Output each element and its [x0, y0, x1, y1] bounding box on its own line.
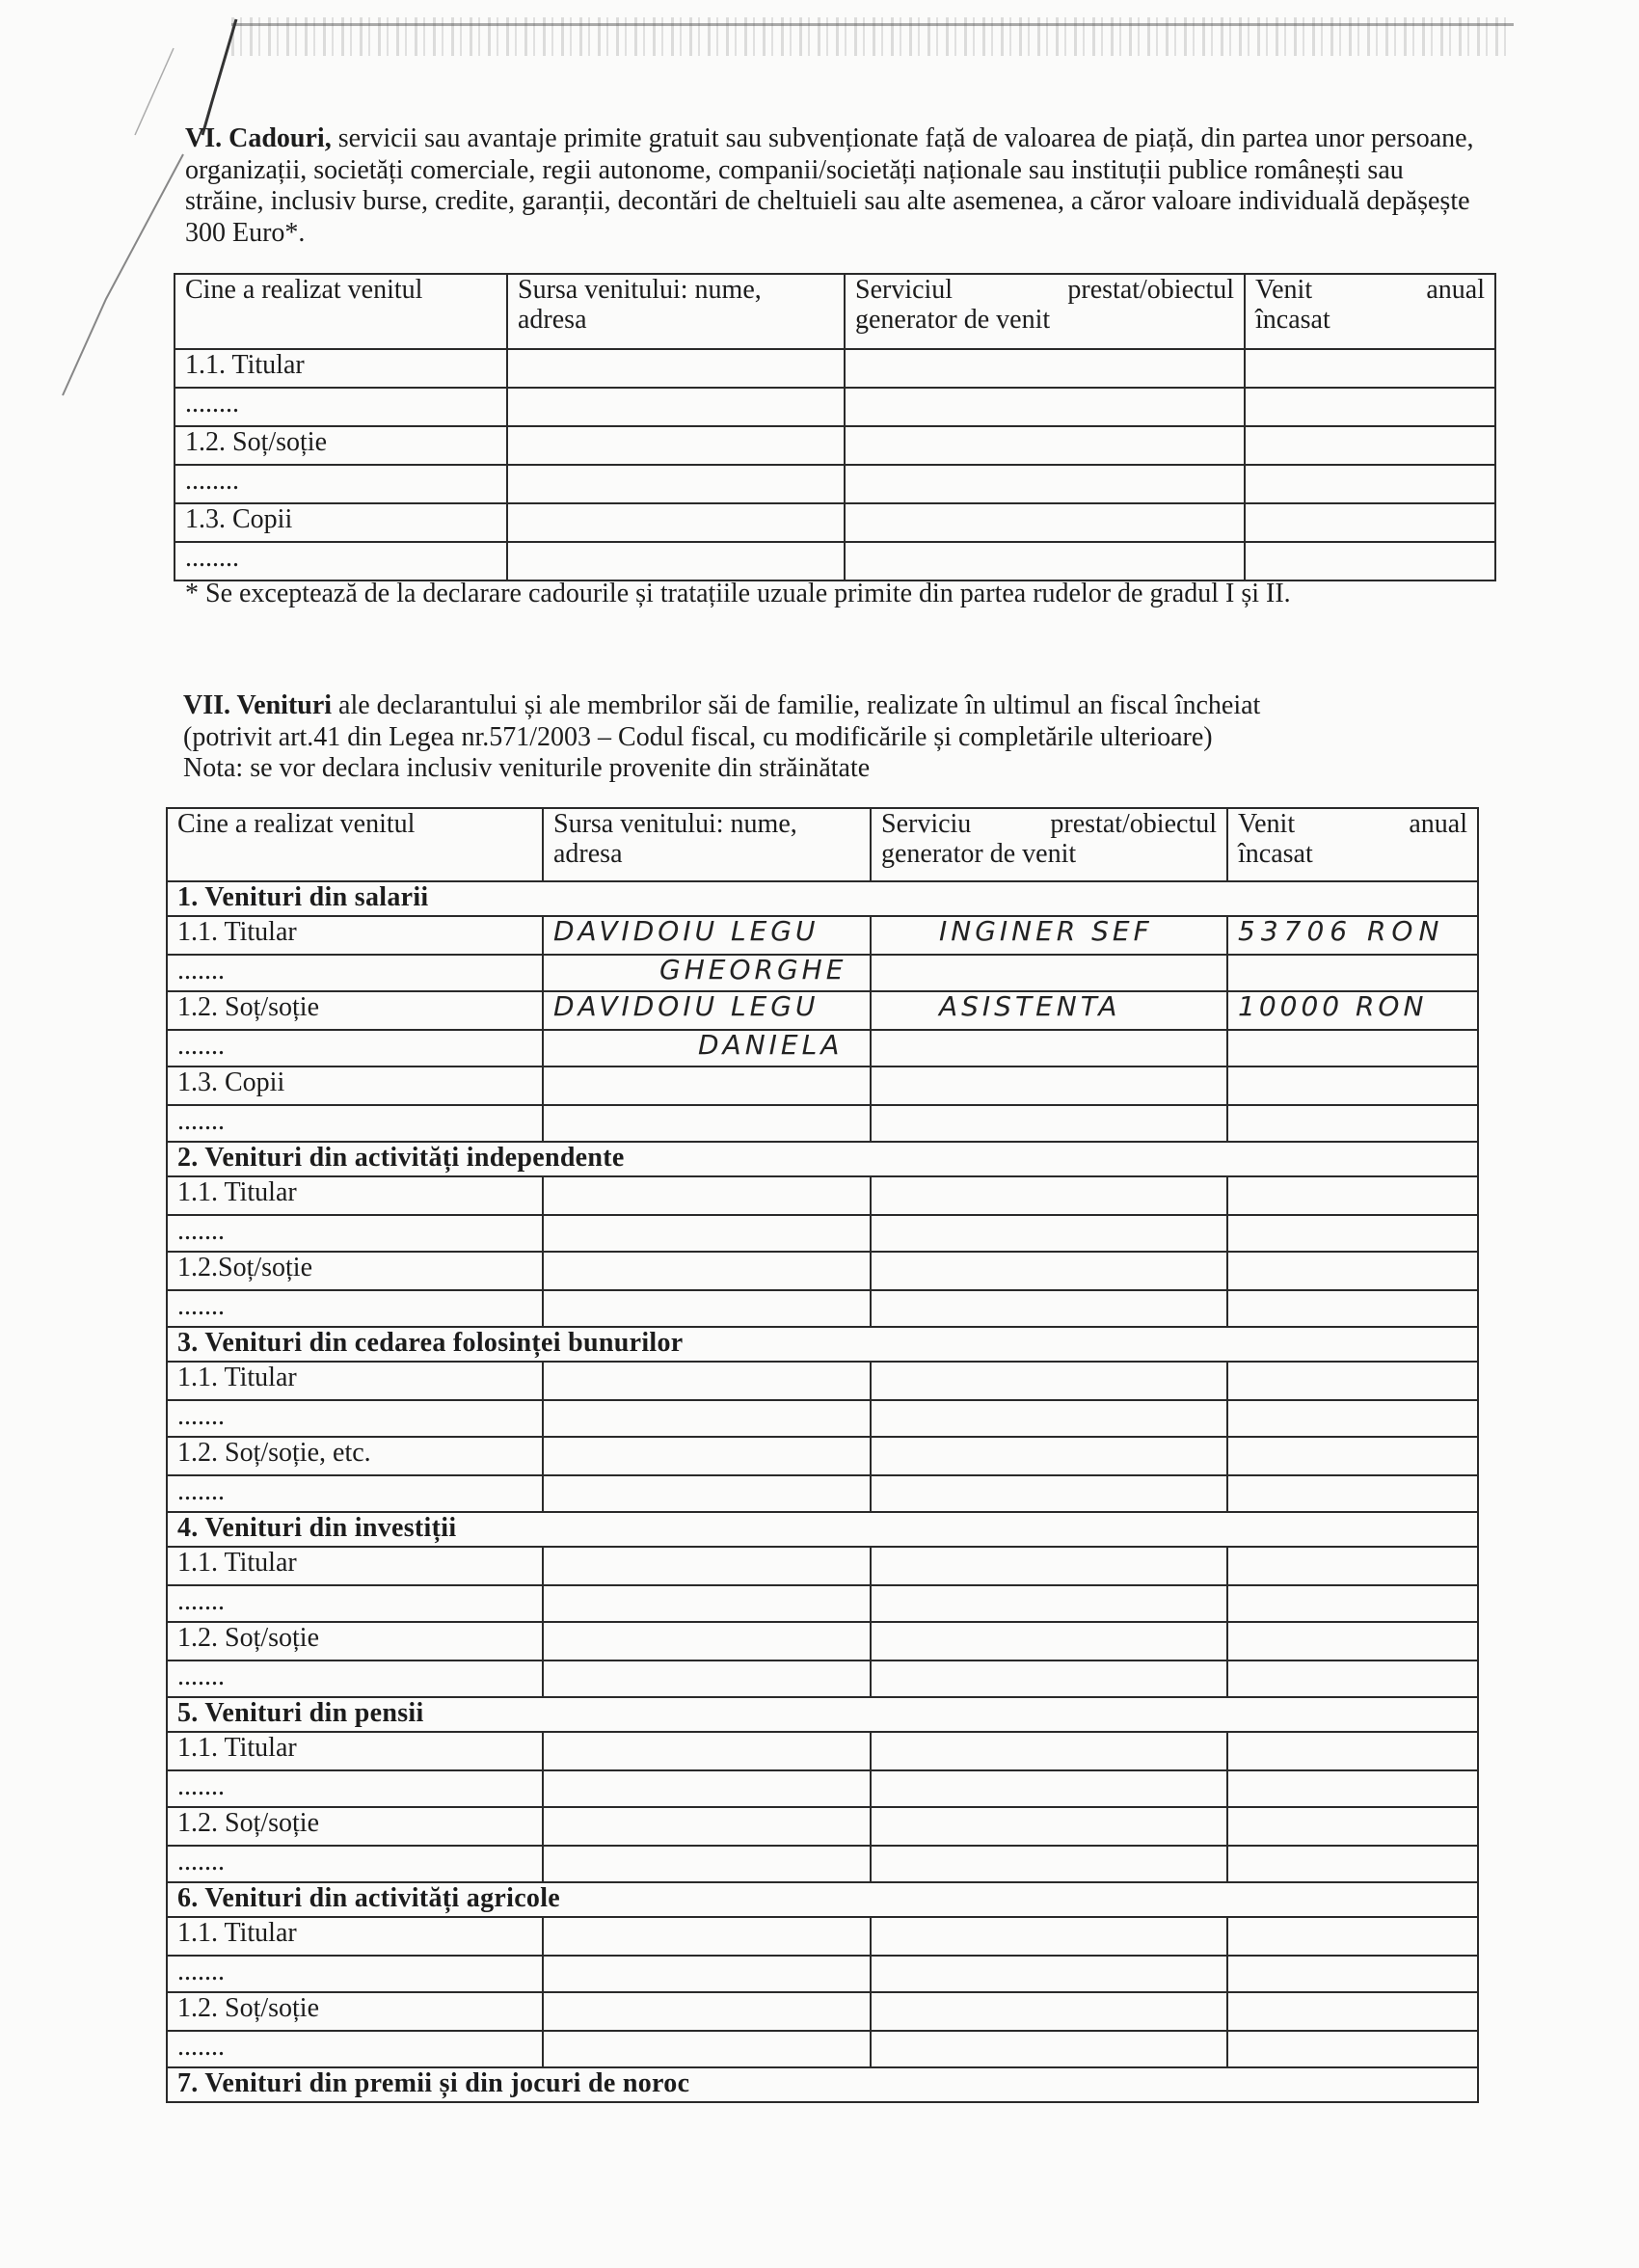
row-label: .......	[167, 2031, 543, 2067]
col-header-who: Cine a realizat venitul	[167, 808, 543, 881]
section-vi-intro	[185, 123, 1487, 249]
row-label: .......	[167, 1956, 543, 1992]
handwritten-income: 53706 RON	[1227, 916, 1478, 955]
row-label: .......	[167, 1660, 543, 1697]
col-header-service: Serviciul prestat/obiectul generator de venit	[845, 274, 1245, 349]
handwritten-income: 10000 RON	[1227, 991, 1478, 1030]
col-header-source: Sursa venitului: nume, adresa	[507, 274, 845, 349]
row-label: .......	[167, 1215, 543, 1252]
row-label: .......	[167, 1585, 543, 1622]
table-row	[175, 349, 1495, 388]
row-label: ........	[175, 388, 507, 426]
col-header-service: Serviciu prestat/obiectul generator de venit	[871, 808, 1227, 881]
category-title: 4. Venituri din investiții	[167, 1512, 1478, 1547]
table-row	[167, 1547, 1478, 1585]
handwritten-source: DANIELA	[543, 1030, 871, 1066]
table-row	[167, 1252, 1478, 1290]
table-row	[175, 542, 1495, 580]
row-label: .......	[167, 1105, 543, 1142]
table-row	[167, 1066, 1478, 1105]
handwritten-source: GHEORGHE	[543, 955, 871, 991]
row-label: 1.1. Titular	[167, 1732, 543, 1770]
category-row	[167, 1512, 1478, 1547]
category-title: 5. Venituri din pensii	[167, 1697, 1478, 1732]
table-row	[167, 1215, 1478, 1252]
table-row	[167, 2031, 1478, 2067]
table-row	[175, 426, 1495, 465]
table-row	[167, 1622, 1478, 1660]
scan-line-top	[231, 23, 1514, 26]
row-label: .......	[167, 1400, 543, 1437]
row-label: 1.3. Copii	[175, 503, 507, 542]
table-row	[167, 991, 1478, 1030]
table-row	[167, 1437, 1478, 1475]
handwritten-source: DAVIDOIU LEGU	[543, 991, 871, 1030]
handwritten-source: DAVIDOIU LEGU	[543, 916, 871, 955]
category-title: 7. Venituri din premii și din jocuri de noroc	[167, 2067, 1478, 2102]
category-row	[167, 2067, 1478, 2102]
table-row	[167, 1770, 1478, 1807]
table-row	[167, 1475, 1478, 1512]
row-label: 1.2. Soț/soție	[167, 1807, 543, 1846]
table-row	[167, 1400, 1478, 1437]
category-title: 2. Venituri din activități independente	[167, 1142, 1478, 1176]
table-row	[167, 1030, 1478, 1066]
row-label: 1.2. Soț/soție	[167, 1992, 543, 2031]
category-row	[167, 1327, 1478, 1362]
row-label: 1.3. Copii	[167, 1066, 543, 1105]
col-header-income: Venit anual încasat	[1227, 808, 1478, 881]
row-label: 1.1. Titular	[167, 1547, 543, 1585]
row-label: 1.1. Titular	[167, 916, 543, 955]
row-label: .......	[167, 1846, 543, 1882]
col-header-source: Sursa venitului: nume, adresa	[543, 808, 871, 881]
category-row	[167, 1697, 1478, 1732]
row-label: ........	[175, 465, 507, 503]
section-vi-footnote: * Se exceptează de la declarare cadourile și tratațiile uzuale primite din partea rudelor de gradul I și II.	[185, 579, 1291, 608]
table-row	[167, 1176, 1478, 1215]
table-row	[167, 916, 1478, 955]
table-row	[175, 503, 1495, 542]
category-row	[167, 881, 1478, 916]
category-title: 3. Venituri din cedarea folosinței bunurilor	[167, 1327, 1478, 1362]
col-header-who: Cine a realizat venitul	[175, 274, 507, 349]
section-vi-table	[174, 273, 1496, 581]
row-label: .......	[167, 955, 543, 991]
table-row	[167, 1585, 1478, 1622]
table-row	[167, 1992, 1478, 2031]
table-row	[167, 1660, 1478, 1697]
row-label: ........	[175, 542, 507, 580]
section-vi-heading: VI. Cadouri,	[185, 123, 332, 153]
row-label: 1.1. Titular	[167, 1362, 543, 1400]
table-header-row	[175, 274, 1495, 349]
category-title: 6. Venituri din activități agricole	[167, 1882, 1478, 1917]
row-label: 1.2. Soț/soție	[175, 426, 507, 465]
row-label: 1.2. Soț/soție, etc.	[167, 1437, 543, 1475]
row-label: 1.1. Titular	[167, 1917, 543, 1956]
table-row	[175, 388, 1495, 426]
section-vii-table	[166, 807, 1479, 2103]
table-row	[167, 1105, 1478, 1142]
section-vii-heading: VII. Venituri	[183, 690, 333, 720]
row-label: 1.1. Titular	[175, 349, 507, 388]
table-row	[167, 1846, 1478, 1882]
row-label: 1.1. Titular	[167, 1176, 543, 1215]
table-row	[167, 1362, 1478, 1400]
section-vi-intro-text: servicii sau avantaje primite gratuit sau subvenționate față de valoarea de piață, din partea unor persoane, organizații, societăți comerciale, regii autonome, companii/societăți naționale sau instituții publice românești sau străine, inclusiv burse, credite, garanții, decontări de cheltuieli sau alte asemenea, a căror valoare individuală depășește 300 Euro*.	[185, 123, 1474, 248]
handwritten-service: INGINER SEF	[871, 916, 1227, 955]
handwritten-service: ASISTENTA	[871, 991, 1227, 1030]
section-vii-legal-ref: (potrivit art.41 din Legea nr.571/2003 – Codul fiscal, cu modificările și completările ulterioare)	[183, 721, 1213, 752]
row-label: .......	[167, 1770, 543, 1807]
table-row	[167, 1807, 1478, 1846]
row-label: 1.2. Soț/soție	[167, 1622, 543, 1660]
section-vii-note: Nota: se vor declara inclusiv veniturile provenite din străinătate	[183, 753, 871, 783]
table-header-row	[167, 808, 1478, 881]
category-title: 1. Venituri din salarii	[167, 881, 1478, 916]
table-row	[175, 465, 1495, 503]
row-label: 1.2.Soț/soție	[167, 1252, 543, 1290]
category-row	[167, 1142, 1478, 1176]
row-label: .......	[167, 1475, 543, 1512]
row-label: .......	[167, 1030, 543, 1066]
col-header-income: Venit anual încasat	[1245, 274, 1495, 349]
table-row	[167, 1917, 1478, 1956]
table-row	[167, 955, 1478, 991]
row-label: .......	[167, 1290, 543, 1327]
table-row	[167, 1956, 1478, 1992]
row-label: 1.2. Soț/soție	[167, 991, 543, 1030]
table-row	[167, 1290, 1478, 1327]
category-row	[167, 1882, 1478, 1917]
section-vii-intro: VII. Venituri ale declarantului și ale membrilor săi de familie, realizate în ultimul an fiscal încheiat (potrivit art.41 din Legea nr.571/2003 – Codul fiscal, cu modificările și completările ulterioare) Nota: se vor declara inclusiv veniturile provenite din străinătate	[183, 690, 1494, 785]
table-row	[167, 1732, 1478, 1770]
